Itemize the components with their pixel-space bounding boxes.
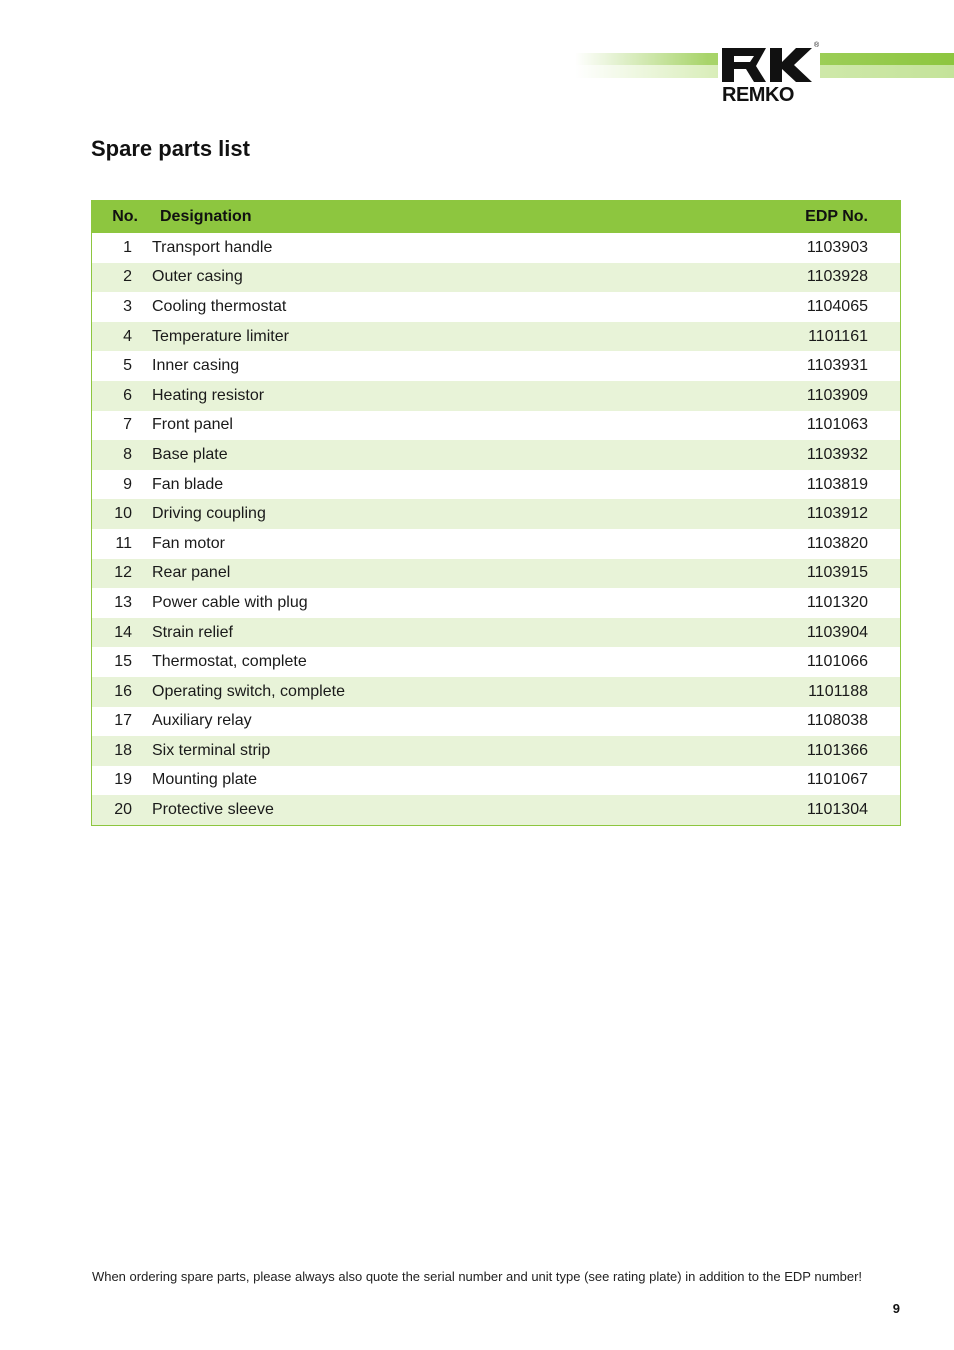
cell-no: 16 bbox=[114, 682, 132, 700]
footer-note: When ordering spare parts, please always also quote the serial number and unit type (see rating plate) in addition to the EDP number! bbox=[91, 1269, 863, 1284]
table-row bbox=[92, 322, 900, 352]
cell-designation: Inner casing bbox=[152, 357, 240, 375]
cell-no: 17 bbox=[114, 712, 132, 730]
table-row bbox=[92, 351, 900, 381]
table-row bbox=[92, 559, 900, 589]
cell-edp: 1101366 bbox=[806, 741, 868, 759]
page-title: Spare parts list bbox=[91, 136, 250, 161]
cell-designation: Thermostat, complete bbox=[152, 653, 307, 671]
cell-designation: Mounting plate bbox=[152, 771, 257, 789]
table-row bbox=[92, 588, 900, 618]
cell-no: 4 bbox=[123, 327, 132, 345]
table-row bbox=[92, 707, 900, 737]
cell-no: 3 bbox=[123, 297, 132, 315]
cell-edp: 1101066 bbox=[806, 653, 868, 671]
header-no: No. bbox=[112, 208, 138, 225]
cell-no: 11 bbox=[115, 534, 132, 552]
cell-designation: Six terminal strip bbox=[152, 741, 271, 759]
cell-edp: 1103915 bbox=[806, 564, 868, 582]
cell-edp: 1101067 bbox=[806, 771, 868, 789]
table-row bbox=[92, 795, 900, 825]
page-number: 9 bbox=[892, 1301, 900, 1316]
cell-no: 15 bbox=[114, 653, 132, 671]
header-designation: Designation bbox=[160, 208, 252, 225]
cell-no: 18 bbox=[114, 741, 132, 759]
cell-designation: Auxiliary relay bbox=[152, 712, 252, 730]
cell-no: 13 bbox=[114, 593, 132, 611]
cell-designation: Rear panel bbox=[152, 564, 231, 582]
table-row bbox=[92, 233, 900, 263]
cell-designation: Base plate bbox=[152, 445, 228, 463]
cell-edp: 1103904 bbox=[806, 623, 868, 641]
cell-designation: Temperature limiter bbox=[152, 327, 289, 345]
cell-edp: 1103903 bbox=[806, 238, 868, 256]
table-row bbox=[92, 736, 900, 766]
cell-designation: Cooling thermostat bbox=[152, 297, 287, 315]
table-row bbox=[92, 263, 900, 293]
spare-parts-table bbox=[91, 200, 901, 826]
header-edp: EDP No. bbox=[805, 208, 868, 225]
cell-no: 14 bbox=[114, 623, 132, 641]
cell-designation: Outer casing bbox=[152, 268, 243, 286]
table-row bbox=[92, 292, 900, 322]
cell-edp: 1103928 bbox=[806, 268, 868, 286]
table-row bbox=[92, 440, 900, 470]
cell-designation: Heating resistor bbox=[152, 386, 265, 404]
cell-edp: 1103912 bbox=[806, 505, 868, 523]
cell-edp: 1104065 bbox=[806, 297, 868, 315]
cell-edp: 1101304 bbox=[806, 801, 868, 819]
table-row bbox=[92, 381, 900, 411]
cell-no: 5 bbox=[123, 357, 132, 375]
cell-edp: 1101320 bbox=[806, 593, 868, 611]
cell-designation: Strain relief bbox=[152, 623, 233, 641]
remko-logo bbox=[718, 42, 820, 108]
cell-no: 12 bbox=[114, 564, 132, 582]
remko-logo-icon bbox=[718, 42, 820, 86]
cell-designation: Driving coupling bbox=[152, 505, 266, 523]
table-row bbox=[92, 529, 900, 559]
cell-designation: Fan blade bbox=[152, 475, 224, 493]
cell-edp: 1101063 bbox=[806, 416, 868, 434]
table-row bbox=[92, 499, 900, 529]
table-row bbox=[92, 766, 900, 796]
cell-designation: Protective sleeve bbox=[152, 801, 274, 819]
cell-designation: Front panel bbox=[152, 416, 233, 434]
cell-no: 20 bbox=[114, 801, 132, 819]
table-row bbox=[92, 411, 900, 441]
cell-designation: Fan motor bbox=[152, 534, 225, 552]
cell-no: 1 bbox=[123, 238, 132, 256]
cell-designation: Transport handle bbox=[152, 238, 273, 256]
cell-edp: 1103909 bbox=[806, 386, 868, 404]
cell-edp: 1103819 bbox=[806, 475, 868, 493]
table-row bbox=[92, 647, 900, 677]
cell-no: 2 bbox=[123, 268, 132, 286]
cell-edp: 1103820 bbox=[806, 534, 868, 552]
table-header-row bbox=[92, 201, 900, 233]
cell-no: 8 bbox=[123, 445, 132, 463]
cell-edp: 1101161 bbox=[808, 327, 868, 345]
table-row bbox=[92, 470, 900, 500]
table-body bbox=[92, 233, 900, 825]
table-row bbox=[92, 677, 900, 707]
cell-edp: 1108038 bbox=[806, 712, 868, 730]
cell-no: 6 bbox=[123, 386, 132, 404]
cell-edp: 1103931 bbox=[806, 357, 868, 375]
logo-wordmark: REMKO bbox=[722, 84, 794, 106]
table-row bbox=[92, 618, 900, 648]
cell-no: 7 bbox=[123, 416, 132, 434]
registered-mark: ® bbox=[814, 42, 820, 49]
cell-edp: 1101188 bbox=[808, 682, 868, 700]
cell-no: 19 bbox=[114, 771, 132, 789]
cell-designation: Power cable with plug bbox=[152, 593, 308, 611]
cell-no: 9 bbox=[123, 475, 132, 493]
cell-no: 10 bbox=[114, 505, 132, 523]
cell-designation: Operating switch, complete bbox=[152, 682, 345, 700]
cell-edp: 1103932 bbox=[806, 445, 868, 463]
